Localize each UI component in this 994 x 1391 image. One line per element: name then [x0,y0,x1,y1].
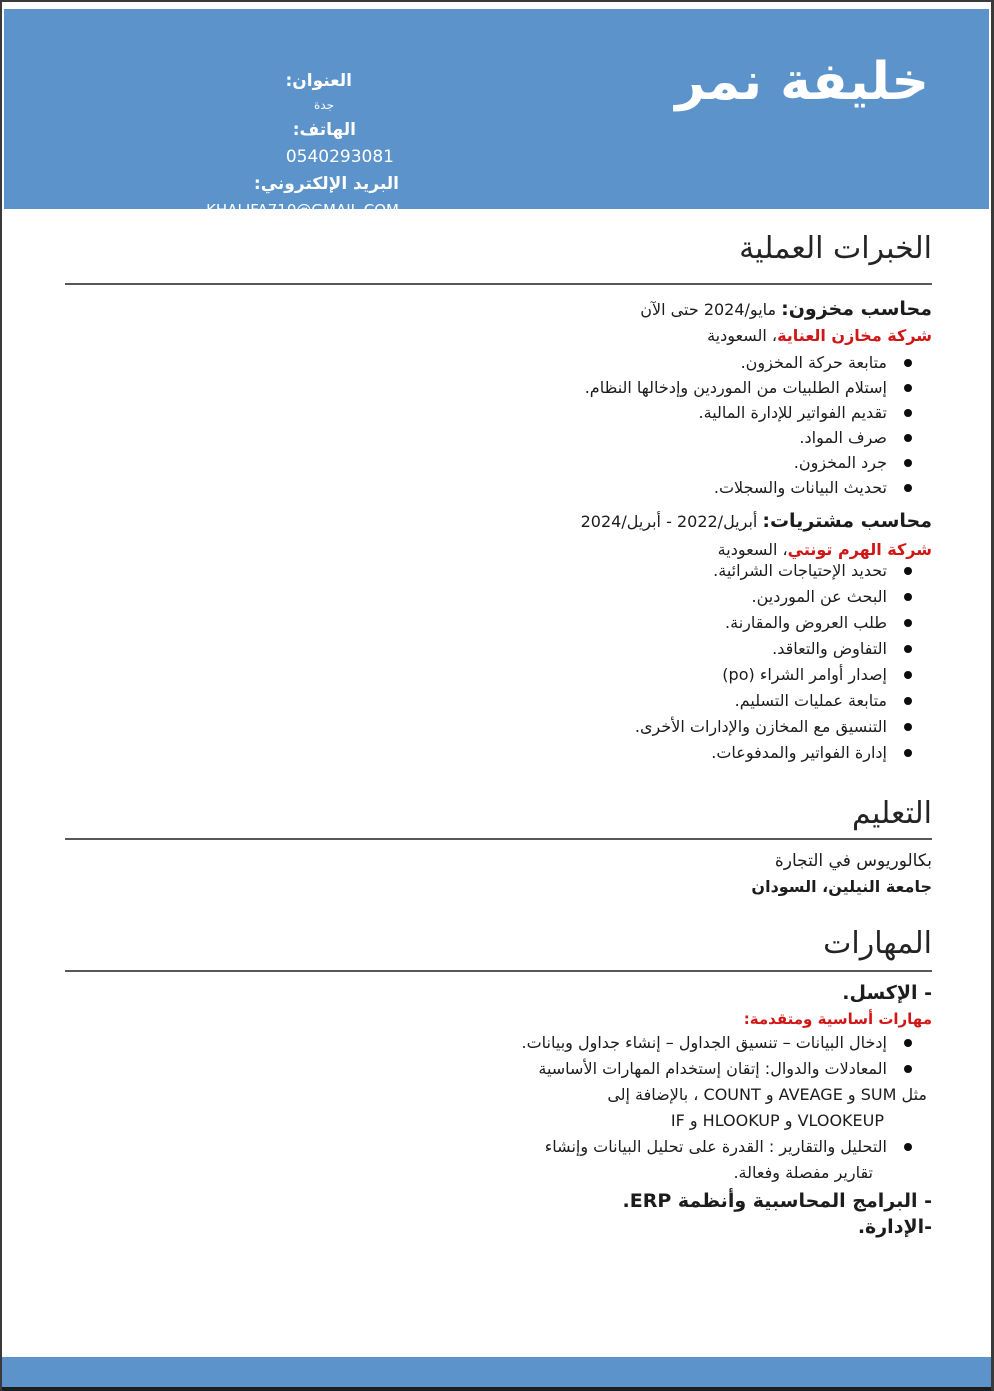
phone-value: 0540293081 [285,147,394,167]
skill-heading-erp: - البرامج المحاسبية وأنظمة ERP. [622,1190,932,1212]
section-rule-skills [65,970,932,972]
job1-title [640,296,932,323]
section-rule-education [65,838,932,840]
skill-subheading: مهارات أساسية ومتقدمة: [743,1010,932,1028]
job2-company: شركة الهرم تونتي [787,540,932,559]
section-title-education: التعليم [852,796,932,831]
list-item: البحث عن الموردين. [61,584,932,610]
skill-formulas-line3: VLOOKEUP و HLOOKUP و IF [670,1111,884,1130]
footer-border [2,1387,991,1391]
job1-period: مايو/2024 حتى الآن [640,300,777,319]
contact-block [206,67,399,223]
job2-role: محاسب مشتريات: [762,510,932,532]
list-item: التنسيق مع المخازن والإدارات الأخرى. [61,714,932,740]
list-item [61,1134,932,1186]
address-label: العنوان: [285,71,352,91]
section-title-skills: المهارات [823,926,932,961]
list-item: تحديد الإحتياجات الشرائية. [61,558,932,584]
skill-analysis-line1: التحليل والتقارير : القدرة على تحليل البيانات وإنشاء [544,1137,887,1156]
job1-company-line [707,324,932,348]
skill-analysis-line2: تقارير مفصلة وفعالة. [733,1163,873,1182]
list-item: تحديث البيانات والسجلات. [61,475,932,500]
email-value: KHALIFA710@GMAIL.COM [206,201,399,219]
list-item: إصدار أوامر الشراء (po) [61,662,932,688]
header-band [4,9,989,219]
skill-heading-excel: - الإكسل. [842,982,932,1004]
education-degree: بكالوريوس في التجارة [774,851,932,871]
list-item: إدارة الفواتير والمدفوعات. [61,740,932,766]
list-item: طلب العروض والمقارنة. [61,610,932,636]
list-item: إستلام الطلبيات من الموردين وإدخالها النظام. [61,375,932,400]
list-item: جرد المخزون. [61,450,932,475]
list-item: متابعة عمليات التسليم. [61,688,932,714]
address-value: جدة [313,98,334,112]
job1-company: شركة مخازن العناية [777,326,932,345]
footer-band [2,1357,991,1387]
section-title-experience: الخبرات العملية [739,231,932,266]
list-item: تقديم الفواتير للإدارة المالية. [61,400,932,425]
skill-formulas-line2: مثل SUM و AVEAGE و COUNT ، بالإضافة إلى [607,1085,927,1104]
person-name: خليفة نمر [675,52,929,112]
skill-heading-management: -الإدارة. [857,1216,932,1238]
job2-title [581,508,932,535]
job2-country: ، السعودية [717,540,788,559]
phone-label: الهاتف: [292,120,356,140]
skills-bullet-list [61,1030,932,1186]
job1-role: محاسب مخزون: [781,298,932,320]
list-item: صرف المواد. [61,425,932,450]
job2-bullet-list [61,558,932,766]
section-rule-experience [65,283,932,285]
list-item [61,1056,932,1134]
list-item: متابعة حركة المخزون. [61,350,932,375]
job1-country: ، السعودية [707,326,778,345]
email-label: البريد الإلكتروني: [253,174,399,194]
job2-period: أبريل/2022 - أبريل/2024 [580,512,758,531]
list-item: إدخال البيانات – تنسيق الجداول – إنشاء جداول وبيانات. [61,1030,932,1056]
list-item: التفاوض والتعاقد. [61,636,932,662]
education-university: جامعة النيلين، السودان [751,877,932,896]
skill-formulas-line1: المعادلات والدوال: إتقان إستخدام المهارات الأساسية [538,1059,887,1078]
job1-bullet-list [61,350,932,500]
